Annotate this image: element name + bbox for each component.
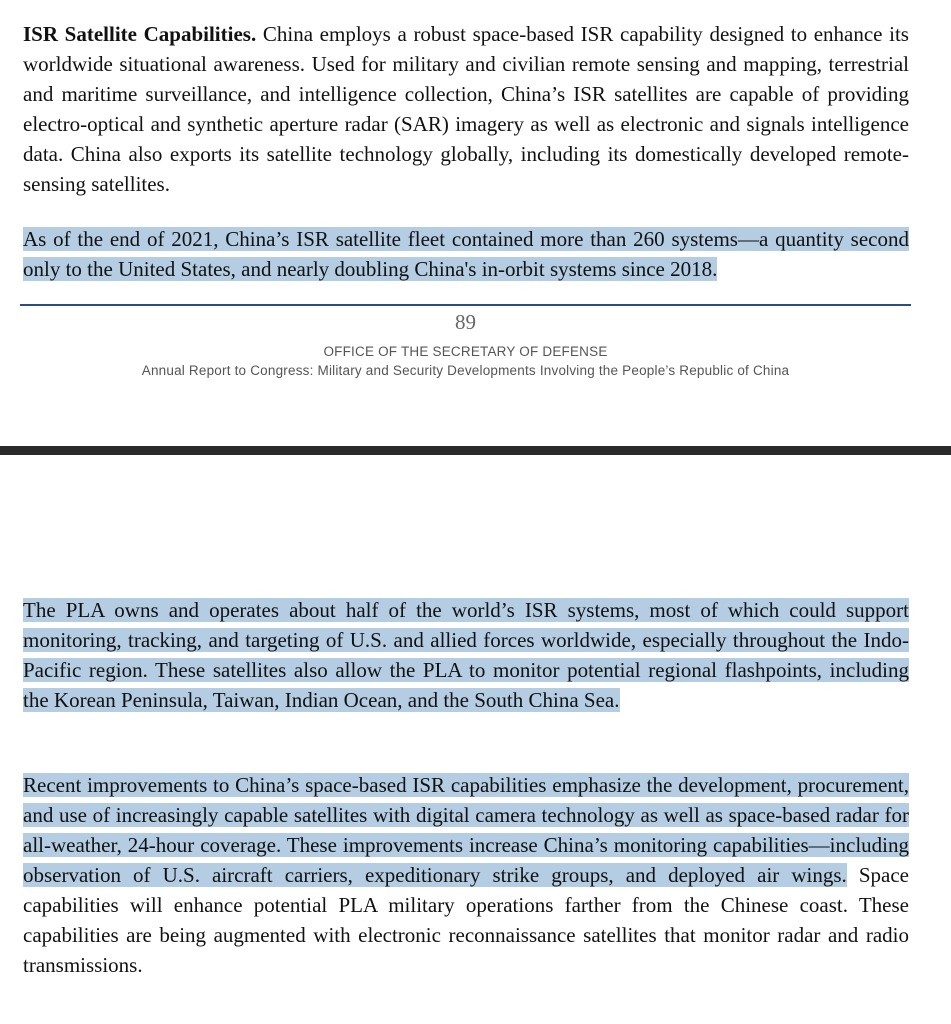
footer-report-title: Annual Report to Congress: Military and Security Developments Involving the People’s Republic of China [141, 363, 790, 378]
paragraph-isr-capabilities [23, 19, 909, 199]
footer-office-name: OFFICE OF THE SECRETARY OF DEFENSE [323, 344, 608, 359]
page-number: 89 [455, 310, 476, 334]
paragraph-body: China employs a robust space-based ISR capability designed to enhance its worldwide situational awareness. Used for military and civilian remote sensing and mapping, terrestrial and maritime surveillance, and intelligence collection, China’s ISR satellites are capable of providing electro-optical and synthetic aperture radar (SAR) imagery as well as electronic and signals intelligence data. China also exports its satellite technology globally, including its domestically developed remote-sensing satellites. [23, 22, 909, 196]
highlighted-text[interactable]: As of the end of 2021, China’s ISR satellite fleet contained more than 260 systems—a quantity second only to the United States, and nearly doubling China's in-orbit systems since 2018. [23, 227, 909, 281]
highlighted-text[interactable]: Recent improvements to China’s space-based ISR capabilities emphasize the development, procurement, and use of increasingly capable satellites with digital camera technology as well as space-based radar for all-weather, 24-hour coverage. These improvements increase China’s monitoring capabilities—including observation of U.S. aircraft carriers, expeditionary strike groups, and deployed air wings. [23, 773, 909, 887]
paragraph-pla-isr-systems [23, 595, 909, 715]
paragraph-recent-improvements [23, 770, 909, 980]
highlighted-text[interactable]: The PLA owns and operates about half of the world’s ISR systems, most of which could support monitoring, tracking, and targeting of U.S. and allied forces worldwide, especially throughout the Indo-Pacific region. These satellites also allow the PLA to monitor potential regional flashpoints, including the Korean Peninsula, Taiwan, Indian Ocean, and the South China Sea. [23, 598, 909, 712]
paragraph-body: Space capabilities will enhance potential PLA military operations farther from the Chinese coast. These capabilities are being augmented with electronic reconnaissance satellites that monitor radar and radio transmissions. [23, 863, 909, 977]
footer-rule [20, 304, 911, 306]
paragraph-heading: ISR Satellite Capabilities. [23, 22, 257, 46]
paragraph-satellite-fleet [23, 224, 909, 284]
page-divider [0, 446, 951, 455]
